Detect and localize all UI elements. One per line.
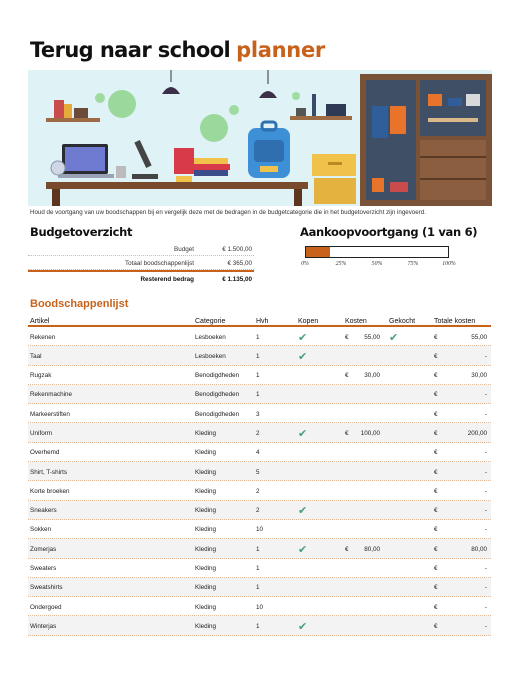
cost-currency: €: [345, 429, 349, 437]
table-row[interactable]: [28, 578, 491, 597]
banner-illustration: [28, 70, 492, 206]
item-category: Benodigdheden: [195, 391, 240, 399]
total-currency: €: [434, 352, 438, 360]
table-row[interactable]: [28, 559, 491, 578]
table-row[interactable]: [28, 597, 491, 616]
col-totale-kosten: Totale kosten: [434, 318, 476, 325]
item-cost: 80,00: [364, 545, 380, 553]
table-row[interactable]: [28, 520, 491, 539]
item-total-cost: 55,00: [471, 333, 487, 341]
item-name: Uniform: [30, 429, 53, 437]
shopping-list-heading: Boodschappenlijst: [30, 298, 129, 310]
budget-row: [28, 256, 254, 270]
col-categorie: Categorie: [195, 318, 226, 325]
progress-tick-label: 0%: [301, 261, 309, 267]
progress-tick-label: 75%: [407, 261, 419, 267]
item-quantity: 2: [256, 429, 260, 437]
total-currency: €: [434, 565, 438, 573]
item-quantity: 1: [256, 545, 260, 553]
remaining-value: € 1.135,00: [222, 276, 252, 283]
buy-check-icon[interactable]: ✔: [298, 542, 308, 556]
item-cost: 55,00: [364, 333, 380, 341]
total-currency: €: [434, 526, 438, 534]
cost-currency: €: [345, 372, 349, 380]
item-quantity: 10: [256, 603, 264, 611]
item-total-cost: -: [484, 487, 487, 495]
item-name: Zomerjas: [30, 545, 57, 553]
total-currency: €: [434, 584, 438, 592]
title-accent: planner: [236, 38, 325, 62]
total-currency: €: [434, 410, 438, 418]
item-name: Sokken: [30, 526, 52, 534]
table-row[interactable]: [28, 404, 491, 423]
total-currency: €: [434, 429, 438, 437]
shopping-list-table: [28, 317, 491, 636]
item-total-cost: -: [484, 565, 487, 573]
table-row[interactable]: [28, 481, 491, 500]
item-total-cost: -: [484, 410, 487, 418]
purchase-progress-bar: [305, 246, 449, 258]
budget-value[interactable]: € 1.500,00: [222, 246, 252, 253]
total-currency: €: [434, 507, 438, 515]
total-currency: €: [434, 333, 438, 341]
bought-check-icon[interactable]: ✔: [389, 330, 399, 344]
buy-check-icon[interactable]: ✔: [298, 349, 308, 363]
total-currency: €: [434, 603, 438, 611]
item-total-cost: 200,00: [467, 429, 487, 437]
table-row[interactable]: [28, 462, 491, 481]
buy-check-icon[interactable]: ✔: [298, 426, 308, 440]
item-quantity: 1: [256, 584, 260, 592]
remaining-row: [28, 270, 254, 285]
item-quantity: 2: [256, 507, 260, 515]
col-artikel: Artikel: [30, 318, 50, 325]
remaining-label: Resterend bedrag: [140, 276, 194, 283]
item-category: Benodigdheden: [195, 372, 240, 380]
item-category: Kleding: [195, 526, 217, 534]
page-title: [30, 38, 325, 68]
item-category: Benodigdheden: [195, 410, 240, 418]
item-category: Kleding: [195, 429, 217, 437]
progress-ticks: [301, 261, 456, 271]
progress-heading: Aankoopvoortgang (1 van 6): [300, 225, 478, 239]
item-name: Sneakers: [30, 507, 57, 515]
table-row[interactable]: [28, 346, 491, 365]
item-cost: 30,00: [364, 372, 380, 380]
total-currency: €: [434, 372, 438, 380]
buy-check-icon[interactable]: ✔: [298, 504, 308, 518]
item-name: Ondergoed: [30, 603, 62, 611]
item-total-cost: -: [484, 449, 487, 457]
table-row[interactable]: [28, 539, 491, 558]
item-name: Shirt, T-shirts: [30, 468, 67, 476]
item-category: Kleding: [195, 565, 217, 573]
shopping-total-label: Totaal boodschappenlijst: [125, 260, 194, 267]
total-currency: €: [434, 391, 438, 399]
budget-label: Budget: [174, 246, 194, 253]
item-name: Sweaters: [30, 565, 57, 573]
item-name: Winterjas: [30, 622, 57, 630]
progress-tick-label: 25%: [335, 261, 347, 267]
table-row[interactable]: [28, 443, 491, 462]
purchase-progress-fill: [306, 247, 330, 257]
item-name: Korte broeken: [30, 487, 70, 495]
cost-currency: €: [345, 333, 349, 341]
col-kopen: Kopen: [298, 318, 319, 325]
table-row[interactable]: [28, 501, 491, 520]
item-quantity: 2: [256, 487, 260, 495]
item-category: Kleding: [195, 449, 217, 457]
item-quantity: 4: [256, 449, 260, 457]
total-currency: €: [434, 622, 438, 630]
item-total-cost: -: [484, 526, 487, 534]
item-quantity: 1: [256, 333, 260, 341]
item-category: Kleding: [195, 622, 217, 630]
total-currency: €: [434, 449, 438, 457]
table-row[interactable]: [28, 385, 491, 404]
item-category: Kleding: [195, 507, 217, 515]
item-category: Lesboeken: [195, 333, 226, 341]
item-quantity: 5: [256, 468, 260, 476]
item-quantity: 1: [256, 565, 260, 573]
item-quantity: 10: [256, 526, 264, 534]
table-header: [28, 317, 491, 327]
item-category: Lesboeken: [195, 352, 226, 360]
item-total-cost: -: [484, 622, 487, 630]
budget-heading: Budgetoverzicht: [30, 225, 133, 239]
school-desk-illustration: [28, 70, 492, 206]
table-row[interactable]: [28, 616, 491, 635]
item-category: Kleding: [195, 545, 217, 553]
item-total-cost: -: [484, 391, 487, 399]
item-quantity: 1: [256, 352, 260, 360]
col-gekocht: Gekocht: [389, 318, 416, 325]
cost-currency: €: [345, 545, 349, 553]
item-name: Rekenen: [30, 333, 56, 341]
budget-summary: [28, 242, 254, 285]
item-total-cost: -: [484, 603, 487, 611]
shopping-total-value: € 365,00: [227, 260, 252, 267]
item-quantity: 3: [256, 410, 260, 418]
item-name: Taal: [30, 352, 42, 360]
instruction-text: Houd de voortgang van uw boodschappen bij en vergelijk deze met de bedragen in de budgetcategorie die in het budgetoverzicht zijn ingevoerd.: [30, 209, 426, 216]
budget-row: [28, 242, 254, 256]
item-total-cost: 30,00: [471, 372, 487, 380]
item-total-cost: 80,00: [471, 545, 487, 553]
item-quantity: 1: [256, 372, 260, 380]
item-name: Markeerstiften: [30, 410, 70, 418]
item-category: Kleding: [195, 468, 217, 476]
table-row[interactable]: [28, 423, 491, 442]
item-total-cost: -: [484, 468, 487, 476]
item-category: Kleding: [195, 584, 217, 592]
item-name: Rugzak: [30, 372, 52, 380]
buy-check-icon[interactable]: ✔: [298, 619, 308, 633]
item-total-cost: -: [484, 584, 487, 592]
item-quantity: 1: [256, 622, 260, 630]
item-name: Rekenmachine: [30, 391, 73, 399]
item-category: Kleding: [195, 487, 217, 495]
col-hvh: Hvh: [256, 318, 269, 325]
table-row[interactable]: [28, 366, 491, 385]
table-row[interactable]: [28, 327, 491, 346]
item-total-cost: -: [484, 352, 487, 360]
item-cost: 100,00: [360, 429, 380, 437]
progress-tick-label: 100%: [442, 261, 456, 267]
buy-check-icon[interactable]: ✔: [298, 330, 308, 344]
total-currency: €: [434, 468, 438, 476]
table-body: [28, 327, 491, 636]
title-main: Terug naar school: [30, 38, 231, 62]
item-category: Kleding: [195, 603, 217, 611]
item-name: Overhemd: [30, 449, 60, 457]
item-quantity: 1: [256, 391, 260, 399]
progress-tick-label: 50%: [371, 261, 383, 267]
total-currency: €: [434, 545, 438, 553]
item-name: Sweatshirts: [30, 584, 63, 592]
col-kosten: Kosten: [345, 318, 367, 325]
item-total-cost: -: [484, 507, 487, 515]
total-currency: €: [434, 487, 438, 495]
